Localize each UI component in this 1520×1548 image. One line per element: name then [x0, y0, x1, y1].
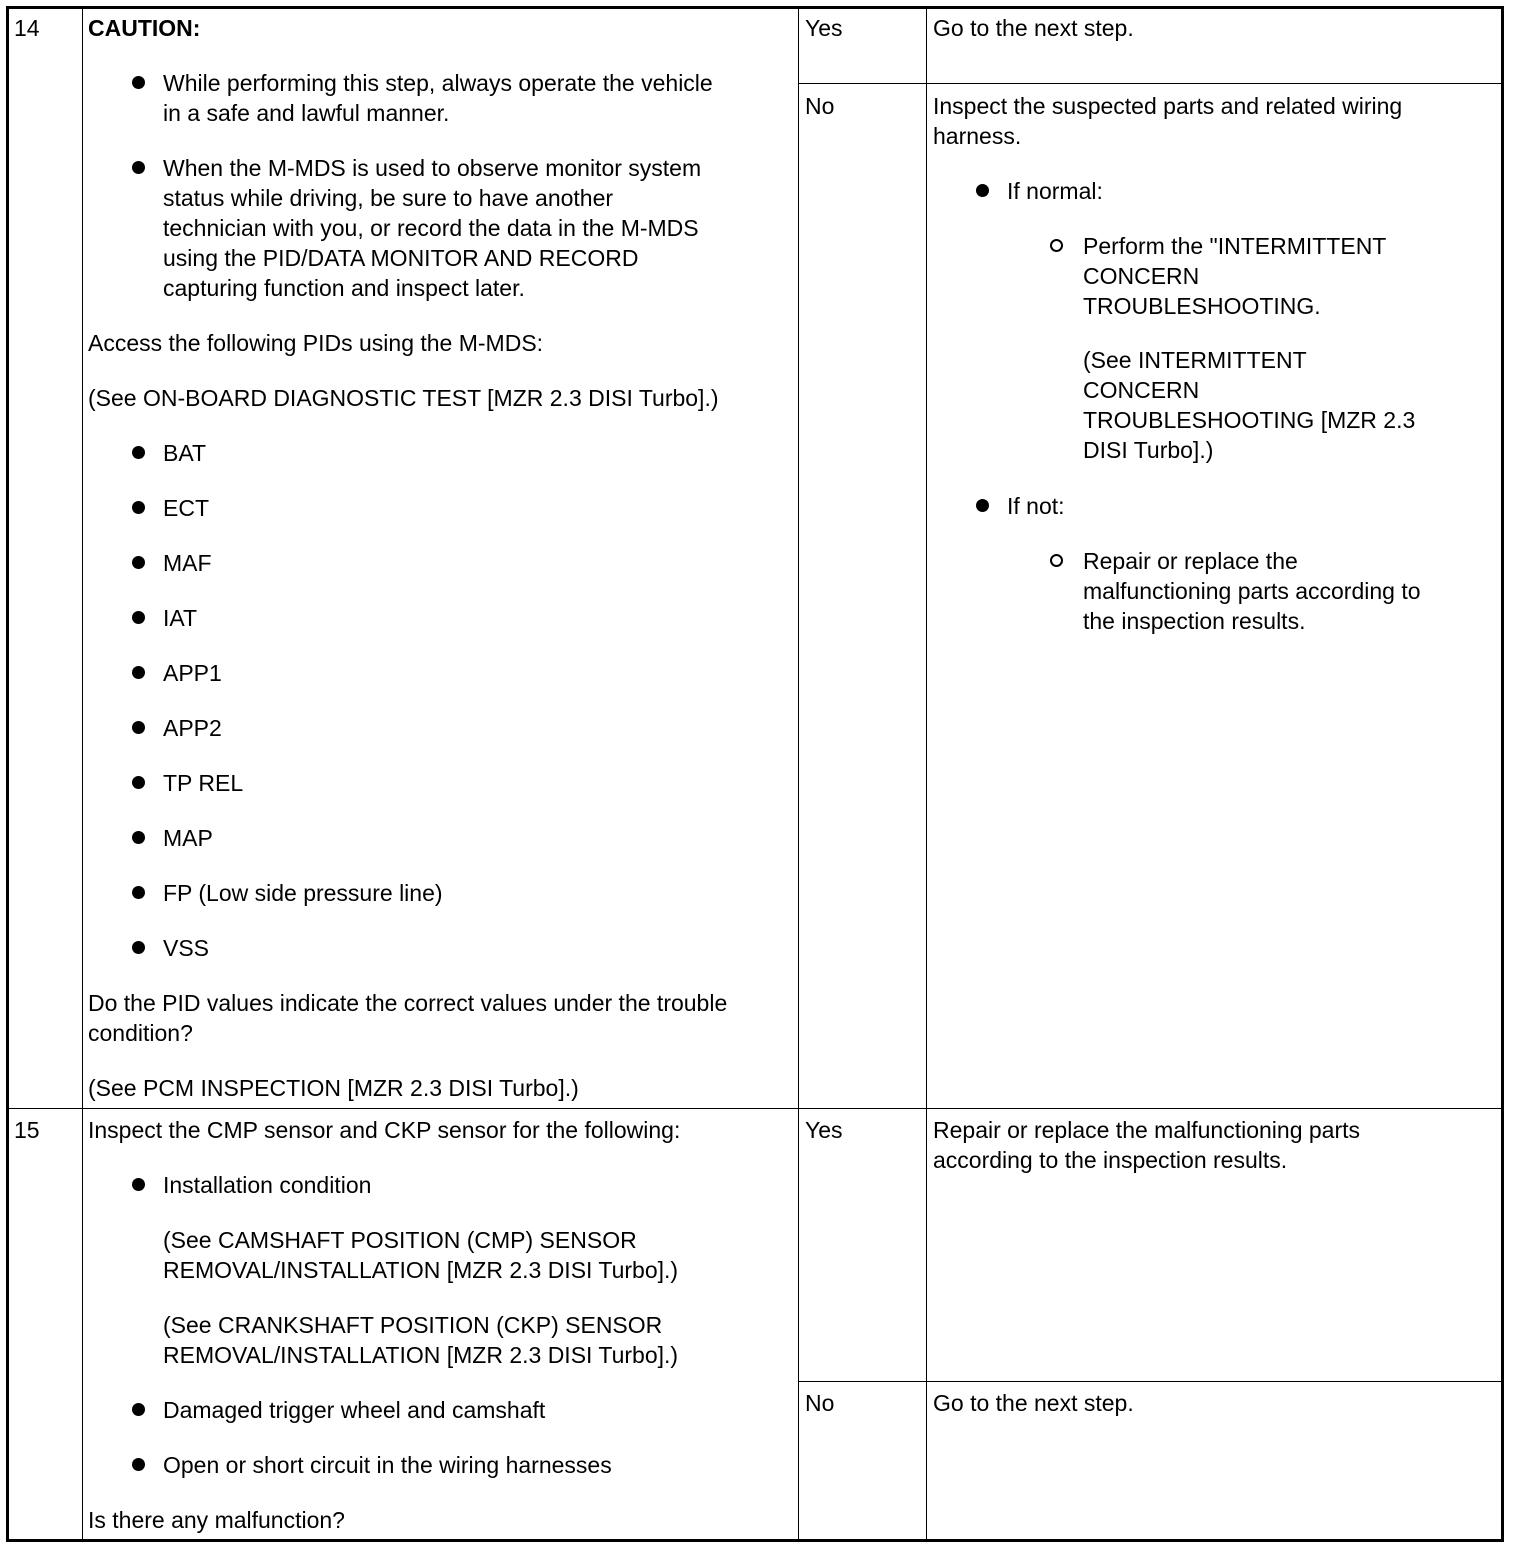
row-divider-14-15: [8, 1108, 1502, 1109]
see-reference: (See PCM INSPECTION [MZR 2.3 DISI Turbo].): [88, 1075, 579, 1101]
bullet: [132, 556, 145, 569]
bullet: [132, 611, 145, 624]
see-reference: REMOVAL/INSTALLATION [MZR 2.3 DISI Turbo].): [163, 1257, 679, 1283]
see-reference: (See CAMSHAFT POSITION (CMP) SENSOR: [163, 1227, 637, 1253]
check-item: Damaged trigger wheel and camshaft: [163, 1397, 546, 1423]
caution-label: CAUTION:: [88, 15, 201, 41]
pid-item: BAT: [163, 440, 207, 466]
intro-text: Inspect the CMP sensor and CKP sensor for the following:: [88, 1117, 681, 1143]
step-number: 14: [14, 15, 40, 41]
not-action: Repair or replace the: [1083, 548, 1298, 574]
yes-action: Go to the next step.: [933, 15, 1134, 41]
see-reference: (See CRANKSHAFT POSITION (CKP) SENSOR: [163, 1312, 663, 1338]
see-reference: DISI Turbo].): [1083, 437, 1214, 463]
column-divider-result: [926, 8, 927, 1540]
yes-label: Yes: [805, 1117, 843, 1143]
pid-item: MAF: [163, 550, 212, 576]
check-item: Open or short circuit in the wiring harnesses: [163, 1452, 612, 1478]
column-divider-action: [798, 8, 799, 1540]
pid-item: IAT: [163, 605, 198, 631]
question-text: Is there any malfunction?: [88, 1507, 345, 1533]
bullet: [132, 941, 145, 954]
pid-item: VSS: [163, 935, 210, 961]
row-divider-15-yes-no: [798, 1381, 1502, 1382]
no-label: No: [805, 93, 835, 119]
see-reference: TROUBLESHOOTING [MZR 2.3: [1083, 407, 1416, 433]
access-text: Access the following PIDs using the M-MDS:: [88, 330, 544, 356]
normal-action: TROUBLESHOOTING.: [1083, 293, 1321, 319]
yes-label: Yes: [805, 15, 843, 41]
question-text: condition?: [88, 1020, 193, 1046]
bullet: [132, 721, 145, 734]
caution-text: technician with you, or record the data in the M-MDS: [163, 215, 699, 241]
pid-item: TP REL: [163, 770, 244, 796]
bullet: [132, 1403, 145, 1416]
caution-text: in a safe and lawful manner.: [163, 100, 450, 126]
normal-action: CONCERN: [1083, 263, 1200, 289]
pid-item: FP (Low side pressure line): [163, 880, 443, 906]
if-not-label: If not:: [1007, 493, 1065, 519]
step-number: 15: [14, 1117, 40, 1143]
yes-action: Repair or replace the malfunctioning parts: [933, 1117, 1361, 1143]
row-divider-14-yes-no: [798, 83, 1502, 84]
caution-text: status while driving, be sure to have another: [163, 185, 614, 211]
bullet: [132, 1178, 145, 1191]
pid-item: MAP: [163, 825, 213, 851]
not-action: the inspection results.: [1083, 608, 1306, 634]
check-item: Installation condition: [163, 1172, 372, 1198]
bullet: [132, 161, 145, 174]
normal-action: Perform the "INTERMITTENT: [1083, 233, 1387, 259]
caution-text: using the PID/DATA MONITOR AND RECORD: [163, 245, 639, 271]
if-normal-label: If normal:: [1007, 178, 1103, 204]
see-reference: (See INTERMITTENT: [1083, 347, 1307, 373]
no-action: Inspect the suspected parts and related wiring: [933, 93, 1403, 119]
caution-text: capturing function and inspect later.: [163, 275, 525, 301]
see-reference: REMOVAL/INSTALLATION [MZR 2.3 DISI Turbo].): [163, 1342, 679, 1368]
no-label: No: [805, 1390, 835, 1416]
caution-text: When the M-MDS is used to observe monitor system: [163, 155, 702, 181]
pid-item: APP2: [163, 715, 222, 741]
bullet: [132, 501, 145, 514]
bullet: [976, 499, 989, 512]
pid-item: APP1: [163, 660, 222, 686]
bullet: [132, 76, 145, 89]
column-divider-step: [82, 8, 83, 1540]
not-action: malfunctioning parts according to: [1083, 578, 1421, 604]
bullet: [132, 666, 145, 679]
question-text: Do the PID values indicate the correct values under the trouble: [88, 990, 728, 1016]
yes-action: according to the inspection results.: [933, 1147, 1288, 1173]
sub-bullet: [1050, 239, 1063, 252]
bullet: [132, 886, 145, 899]
no-action: harness.: [933, 123, 1022, 149]
see-reference: (See ON-BOARD DIAGNOSTIC TEST [MZR 2.3 DISI Turbo].): [88, 385, 719, 411]
bullet: [976, 184, 989, 197]
caution-text: While performing this step, always operate the vehicle: [163, 70, 713, 96]
sub-bullet: [1050, 554, 1063, 567]
no-action: Go to the next step.: [933, 1390, 1134, 1416]
bullet: [132, 776, 145, 789]
bullet: [132, 446, 145, 459]
bullet: [132, 831, 145, 844]
bullet: [132, 1458, 145, 1471]
pid-item: ECT: [163, 495, 209, 521]
see-reference: CONCERN: [1083, 377, 1200, 403]
